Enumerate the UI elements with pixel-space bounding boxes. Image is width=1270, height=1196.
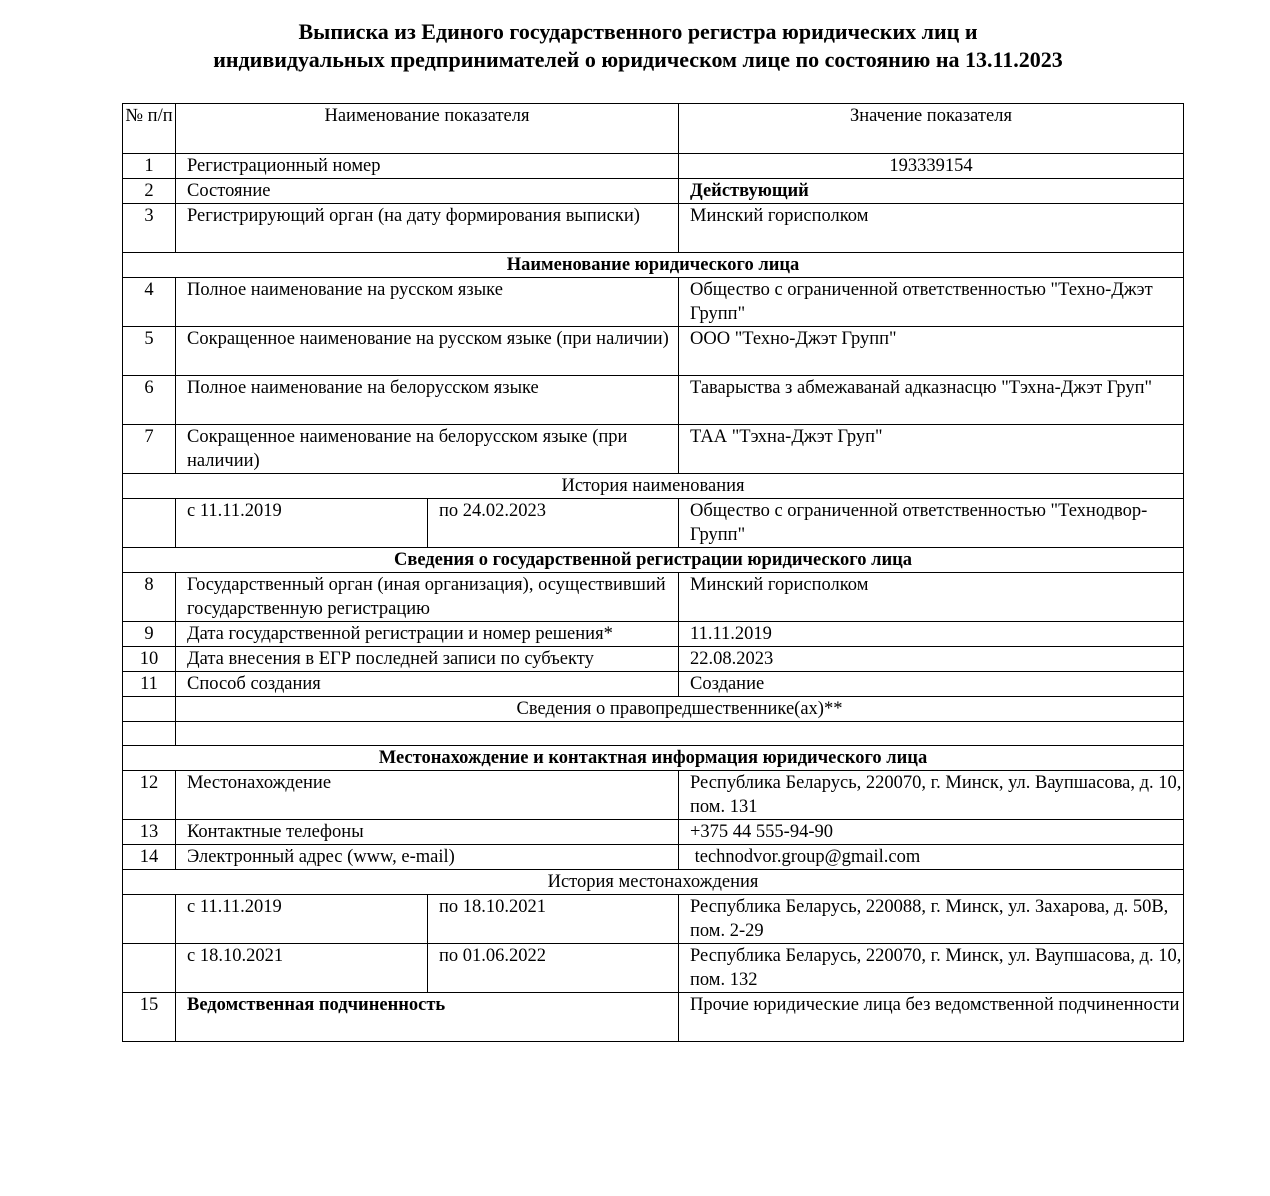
section-title: Наименование юридического лица	[123, 253, 1184, 278]
history-from: с 18.10.2021	[176, 944, 428, 993]
email-value: technodvor.group@gmail.com	[679, 845, 1184, 870]
row-label: Сокращенное наименование на русском языке (при наличии)	[176, 327, 679, 376]
row-value: Создание	[679, 672, 1184, 697]
row-num: 10	[123, 647, 176, 672]
row-label: Способ создания	[176, 672, 679, 697]
row-num	[123, 944, 176, 993]
row-label: Дата государственной регистрации и номер решения*	[176, 622, 679, 647]
row-value: +375 44 555-94-90	[679, 820, 1184, 845]
section-title: Местонахождение и контактная информация юридического лица	[123, 746, 1184, 771]
empty-row	[123, 722, 1184, 746]
table-row	[123, 622, 1184, 647]
row-num: 13	[123, 820, 176, 845]
row-label: Полное наименование на белорусском языке	[176, 376, 679, 425]
history-row	[123, 944, 1184, 993]
register-extract-table	[122, 103, 1184, 1042]
row-num: 3	[123, 204, 176, 253]
history-row	[123, 499, 1184, 548]
row-num	[123, 499, 176, 548]
row-num: 9	[123, 622, 176, 647]
row-num: 4	[123, 278, 176, 327]
section-title: Сведения о правопредшественнике(ах)**	[176, 697, 1184, 722]
row-value: 11.11.2019	[679, 622, 1184, 647]
row-num	[123, 895, 176, 944]
row-value: ТАА "Тэхна-Джэт Груп"	[679, 425, 1184, 474]
row-value: Прочие юридические лица без ведомственной подчиненности	[679, 993, 1184, 1042]
section-title: Сведения о государственной регистрации юридического лица	[123, 548, 1184, 573]
table-row	[123, 425, 1184, 474]
row-label: Дата внесения в ЕГР последней записи по субъекту	[176, 647, 679, 672]
section-header-row	[123, 697, 1184, 722]
table-row	[123, 573, 1184, 622]
row-label: Контактные телефоны	[176, 820, 679, 845]
header-value: Значение показателя	[679, 104, 1184, 154]
row-label: Ведомственная подчиненность	[176, 993, 679, 1042]
row-num: 11	[123, 672, 176, 697]
title-line-2: индивидуальных предпринимателей о юридическом лице по состоянию на 13.11.2023	[213, 47, 1063, 72]
row-label: Местонахождение	[176, 771, 679, 820]
history-to: по 18.10.2021	[428, 895, 679, 944]
row-value: ООО "Техно-Джэт Групп"	[679, 327, 1184, 376]
row-num: 14	[123, 845, 176, 870]
table-row	[123, 179, 1184, 204]
history-to: по 01.06.2022	[428, 944, 679, 993]
row-num: 1	[123, 154, 176, 179]
section-header-row	[123, 746, 1184, 771]
row-num	[123, 697, 176, 722]
history-from: с 11.11.2019	[176, 895, 428, 944]
section-header-row	[123, 253, 1184, 278]
table-row	[123, 327, 1184, 376]
history-from: с 11.11.2019	[176, 499, 428, 548]
history-value: Общество с ограниченной ответственностью "Технодвор-Групп"	[679, 499, 1184, 548]
history-value: Республика Беларусь, 220088, г. Минск, ул. Захарова, д. 50В, пом. 2-29	[679, 895, 1184, 944]
table-row	[123, 204, 1184, 253]
row-value: Минский горисполком	[679, 204, 1184, 253]
table-row	[123, 820, 1184, 845]
row-num: 5	[123, 327, 176, 376]
row-label: Государственный орган (иная организация), осуществивший государственную регистрацию	[176, 573, 679, 622]
row-label: Сокращенное наименование на белорусском языке (при наличии)	[176, 425, 679, 474]
row-num: 8	[123, 573, 176, 622]
document-title	[0, 18, 1270, 74]
row-num: 15	[123, 993, 176, 1042]
section-header-row	[123, 870, 1184, 895]
table-row	[123, 647, 1184, 672]
section-header-row	[123, 474, 1184, 499]
row-num: 2	[123, 179, 176, 204]
empty-cell	[176, 722, 1184, 746]
row-num: 6	[123, 376, 176, 425]
row-label: Электронный адрес (www, e-mail)	[176, 845, 679, 870]
row-label: Полное наименование на русском языке	[176, 278, 679, 327]
section-header-row	[123, 548, 1184, 573]
row-value: 193339154	[679, 154, 1184, 179]
row-label: Регистрационный номер	[176, 154, 679, 179]
row-value: Общество с ограниченной ответственностью "Техно-Джэт Групп"	[679, 278, 1184, 327]
history-row	[123, 895, 1184, 944]
header-indicator: Наименование показателя	[176, 104, 679, 154]
row-value: Таварыства з абмежаванай адказнасцю "Тэхна-Джэт Груп"	[679, 376, 1184, 425]
table-row	[123, 154, 1184, 179]
table-row	[123, 278, 1184, 327]
row-value: Минский горисполком	[679, 573, 1184, 622]
history-to: по 24.02.2023	[428, 499, 679, 548]
row-value: 22.08.2023	[679, 647, 1184, 672]
section-title: История местонахождения	[123, 870, 1184, 895]
table-row	[123, 672, 1184, 697]
title-line-1: Выписка из Единого государственного регистра юридических лиц и	[298, 19, 978, 44]
row-num: 12	[123, 771, 176, 820]
section-title: История наименования	[123, 474, 1184, 499]
table-row	[123, 845, 1184, 870]
row-value: Республика Беларусь, 220070, г. Минск, ул. Ваупшасова, д. 10, пом. 131	[679, 771, 1184, 820]
table-header-row	[123, 104, 1184, 154]
row-num	[123, 722, 176, 746]
header-num: № п/п	[123, 104, 176, 154]
row-label: Регистрирующий орган (на дату формирования выписки)	[176, 204, 679, 253]
row-num: 7	[123, 425, 176, 474]
table-row	[123, 771, 1184, 820]
table-row	[123, 376, 1184, 425]
status-value: Действующий	[679, 179, 1184, 204]
row-label: Состояние	[176, 179, 679, 204]
history-value: Республика Беларусь, 220070, г. Минск, ул. Ваупшасова, д. 10, пом. 132	[679, 944, 1184, 993]
table-row	[123, 993, 1184, 1042]
